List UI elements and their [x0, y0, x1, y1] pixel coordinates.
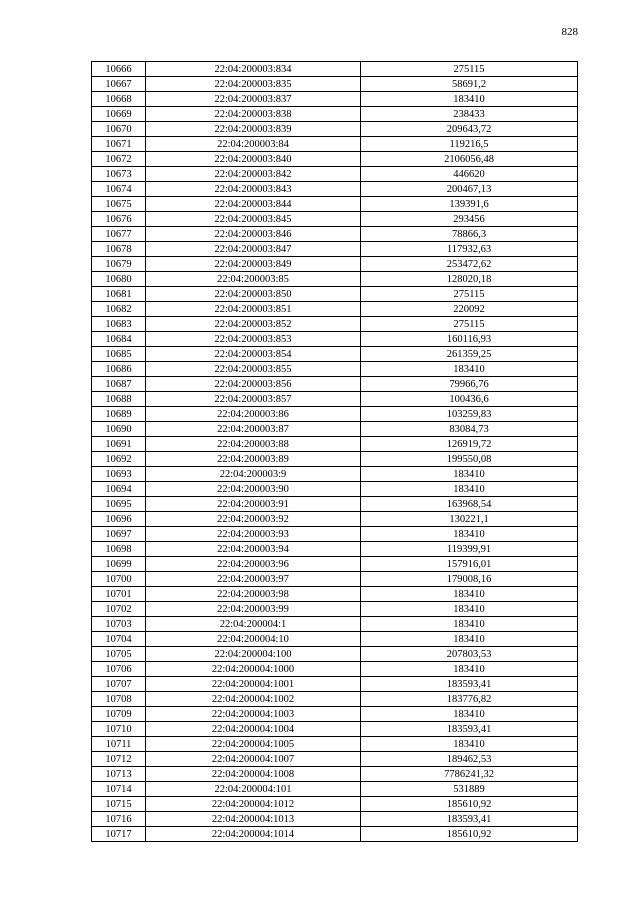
cadastral-number-cell: 22:04:200003:94 — [146, 542, 361, 557]
row-number-cell: 10687 — [92, 377, 146, 392]
row-number-cell: 10688 — [92, 392, 146, 407]
value-cell: 531889 — [361, 782, 578, 797]
cadastral-number-cell: 22:04:200003:87 — [146, 422, 361, 437]
cadastral-number-cell: 22:04:200003:88 — [146, 437, 361, 452]
row-number-cell: 10676 — [92, 212, 146, 227]
row-number-cell: 10667 — [92, 77, 146, 92]
value-cell: 183410 — [361, 482, 578, 497]
registry-table — [91, 61, 578, 842]
cadastral-number-cell: 22:04:200003:838 — [146, 107, 361, 122]
value-cell: 103259,83 — [361, 407, 578, 422]
cadastral-number-cell: 22:04:200004:1014 — [146, 827, 361, 842]
value-cell: 128020,18 — [361, 272, 578, 287]
cadastral-number-cell: 22:04:200003:849 — [146, 257, 361, 272]
table-row — [92, 152, 578, 167]
cadastral-number-cell: 22:04:200003:84 — [146, 137, 361, 152]
row-number-cell: 10673 — [92, 167, 146, 182]
row-number-cell: 10699 — [92, 557, 146, 572]
value-cell: 199550,08 — [361, 452, 578, 467]
table-row — [92, 497, 578, 512]
value-cell: 185610,92 — [361, 797, 578, 812]
row-number-cell: 10708 — [92, 692, 146, 707]
table-row — [92, 62, 578, 77]
value-cell: 183776,82 — [361, 692, 578, 707]
cadastral-number-cell: 22:04:200003:850 — [146, 287, 361, 302]
row-number-cell: 10689 — [92, 407, 146, 422]
table-row — [92, 347, 578, 362]
cadastral-number-cell: 22:04:200004:1003 — [146, 707, 361, 722]
value-cell: 119216,5 — [361, 137, 578, 152]
row-number-cell: 10697 — [92, 527, 146, 542]
table-row — [92, 122, 578, 137]
cadastral-number-cell: 22:04:200003:843 — [146, 182, 361, 197]
cadastral-number-cell: 22:04:200003:844 — [146, 197, 361, 212]
row-number-cell: 10672 — [92, 152, 146, 167]
cadastral-number-cell: 22:04:200004:101 — [146, 782, 361, 797]
table-row — [92, 137, 578, 152]
table-row — [92, 812, 578, 827]
table-row — [92, 407, 578, 422]
value-cell: 179008,16 — [361, 572, 578, 587]
table-row — [92, 467, 578, 482]
row-number-cell: 10694 — [92, 482, 146, 497]
row-number-cell: 10710 — [92, 722, 146, 737]
table-row — [92, 302, 578, 317]
value-cell: 209643,72 — [361, 122, 578, 137]
cadastral-number-cell: 22:04:200003:89 — [146, 452, 361, 467]
row-number-cell: 10692 — [92, 452, 146, 467]
cadastral-number-cell: 22:04:200003:90 — [146, 482, 361, 497]
value-cell: 100436,6 — [361, 392, 578, 407]
cadastral-number-cell: 22:04:200003:842 — [146, 167, 361, 182]
table-row — [92, 617, 578, 632]
row-number-cell: 10696 — [92, 512, 146, 527]
row-number-cell: 10671 — [92, 137, 146, 152]
value-cell: 83084,73 — [361, 422, 578, 437]
table-row — [92, 827, 578, 842]
row-number-cell: 10713 — [92, 767, 146, 782]
cadastral-number-cell: 22:04:200003:92 — [146, 512, 361, 527]
table-row — [92, 797, 578, 812]
page-number: 828 — [561, 26, 578, 38]
value-cell: 78866,3 — [361, 227, 578, 242]
table-row — [92, 647, 578, 662]
value-cell: 185610,92 — [361, 827, 578, 842]
row-number-cell: 10701 — [92, 587, 146, 602]
table-row — [92, 437, 578, 452]
cadastral-number-cell: 22:04:200004:1001 — [146, 677, 361, 692]
value-cell: 58691,2 — [361, 77, 578, 92]
value-cell: 126919,72 — [361, 437, 578, 452]
cadastral-number-cell: 22:04:200004:1005 — [146, 737, 361, 752]
cadastral-number-cell: 22:04:200003:86 — [146, 407, 361, 422]
table-row — [92, 752, 578, 767]
row-number-cell: 10711 — [92, 737, 146, 752]
cadastral-number-cell: 22:04:200003:846 — [146, 227, 361, 242]
value-cell: 183410 — [361, 92, 578, 107]
table-row — [92, 452, 578, 467]
row-number-cell: 10715 — [92, 797, 146, 812]
value-cell: 275115 — [361, 317, 578, 332]
value-cell: 183410 — [361, 662, 578, 677]
table-row — [92, 662, 578, 677]
table-row — [92, 362, 578, 377]
cadastral-number-cell: 22:04:200003:99 — [146, 602, 361, 617]
row-number-cell: 10707 — [92, 677, 146, 692]
row-number-cell: 10709 — [92, 707, 146, 722]
table-row — [92, 212, 578, 227]
value-cell: 2106056,48 — [361, 152, 578, 167]
value-cell: 183410 — [361, 632, 578, 647]
value-cell: 183410 — [361, 707, 578, 722]
row-number-cell: 10675 — [92, 197, 146, 212]
cadastral-number-cell: 22:04:200003:96 — [146, 557, 361, 572]
value-cell: 253472,62 — [361, 257, 578, 272]
value-cell: 183410 — [361, 617, 578, 632]
table-row — [92, 182, 578, 197]
value-cell: 261359,25 — [361, 347, 578, 362]
value-cell: 79966,76 — [361, 377, 578, 392]
value-cell: 200467,13 — [361, 182, 578, 197]
cadastral-number-cell: 22:04:200004:100 — [146, 647, 361, 662]
table-row — [92, 632, 578, 647]
cadastral-number-cell: 22:04:200003:835 — [146, 77, 361, 92]
value-cell: 446620 — [361, 167, 578, 182]
table-row — [92, 317, 578, 332]
value-cell: 183593,41 — [361, 677, 578, 692]
cadastral-number-cell: 22:04:200003:97 — [146, 572, 361, 587]
cadastral-number-cell: 22:04:200004:1000 — [146, 662, 361, 677]
value-cell: 238433 — [361, 107, 578, 122]
value-cell: 183410 — [361, 527, 578, 542]
table-row — [92, 557, 578, 572]
value-cell: 183410 — [361, 737, 578, 752]
cadastral-number-cell: 22:04:200004:1002 — [146, 692, 361, 707]
row-number-cell: 10712 — [92, 752, 146, 767]
table-row — [92, 167, 578, 182]
table-row — [92, 77, 578, 92]
row-number-cell: 10700 — [92, 572, 146, 587]
table-row — [92, 242, 578, 257]
value-cell: 275115 — [361, 62, 578, 77]
table-row — [92, 722, 578, 737]
cadastral-number-cell: 22:04:200003:85 — [146, 272, 361, 287]
value-cell: 220092 — [361, 302, 578, 317]
table-row — [92, 602, 578, 617]
table-row — [92, 707, 578, 722]
cadastral-number-cell: 22:04:200004:1004 — [146, 722, 361, 737]
row-number-cell: 10714 — [92, 782, 146, 797]
table-row — [92, 527, 578, 542]
row-number-cell: 10695 — [92, 497, 146, 512]
row-number-cell: 10670 — [92, 122, 146, 137]
table-row — [92, 422, 578, 437]
row-number-cell: 10684 — [92, 332, 146, 347]
row-number-cell: 10691 — [92, 437, 146, 452]
table-body — [92, 62, 578, 842]
row-number-cell: 10702 — [92, 602, 146, 617]
value-cell: 117932,63 — [361, 242, 578, 257]
row-number-cell: 10681 — [92, 287, 146, 302]
row-number-cell: 10706 — [92, 662, 146, 677]
cadastral-number-cell: 22:04:200003:9 — [146, 467, 361, 482]
row-number-cell: 10703 — [92, 617, 146, 632]
table-row — [92, 392, 578, 407]
table-row — [92, 767, 578, 782]
table-row — [92, 572, 578, 587]
value-cell: 183593,41 — [361, 812, 578, 827]
row-number-cell: 10666 — [92, 62, 146, 77]
table-row — [92, 377, 578, 392]
row-number-cell: 10685 — [92, 347, 146, 362]
cadastral-number-cell: 22:04:200003:837 — [146, 92, 361, 107]
row-number-cell: 10678 — [92, 242, 146, 257]
cadastral-number-cell: 22:04:200003:845 — [146, 212, 361, 227]
value-cell: 275115 — [361, 287, 578, 302]
cadastral-number-cell: 22:04:200003:839 — [146, 122, 361, 137]
row-number-cell: 10669 — [92, 107, 146, 122]
table-row — [92, 482, 578, 497]
value-cell: 293456 — [361, 212, 578, 227]
cadastral-number-cell: 22:04:200003:856 — [146, 377, 361, 392]
table-row — [92, 587, 578, 602]
cadastral-number-cell: 22:04:200003:853 — [146, 332, 361, 347]
value-cell: 183410 — [361, 362, 578, 377]
value-cell: 183410 — [361, 467, 578, 482]
table-row — [92, 332, 578, 347]
cadastral-number-cell: 22:04:200003:857 — [146, 392, 361, 407]
value-cell: 119399,91 — [361, 542, 578, 557]
table-row — [92, 542, 578, 557]
cadastral-number-cell: 22:04:200003:834 — [146, 62, 361, 77]
table-row — [92, 257, 578, 272]
row-number-cell: 10682 — [92, 302, 146, 317]
table-row — [92, 197, 578, 212]
value-cell: 183410 — [361, 587, 578, 602]
value-cell: 130221,1 — [361, 512, 578, 527]
cadastral-number-cell: 22:04:200004:1012 — [146, 797, 361, 812]
table-row — [92, 227, 578, 242]
table-row — [92, 107, 578, 122]
row-number-cell: 10717 — [92, 827, 146, 842]
cadastral-number-cell: 22:04:200004:1007 — [146, 752, 361, 767]
table-row — [92, 677, 578, 692]
value-cell: 207803,53 — [361, 647, 578, 662]
cadastral-number-cell: 22:04:200003:847 — [146, 242, 361, 257]
cadastral-number-cell: 22:04:200003:852 — [146, 317, 361, 332]
row-number-cell: 10680 — [92, 272, 146, 287]
cadastral-number-cell: 22:04:200004:1008 — [146, 767, 361, 782]
table-row — [92, 92, 578, 107]
value-cell: 163968,54 — [361, 497, 578, 512]
cadastral-number-cell: 22:04:200004:10 — [146, 632, 361, 647]
value-cell: 189462,53 — [361, 752, 578, 767]
row-number-cell: 10668 — [92, 92, 146, 107]
value-cell: 160116,93 — [361, 332, 578, 347]
row-number-cell: 10705 — [92, 647, 146, 662]
row-number-cell: 10686 — [92, 362, 146, 377]
value-cell: 183410 — [361, 602, 578, 617]
row-number-cell: 10698 — [92, 542, 146, 557]
row-number-cell: 10690 — [92, 422, 146, 437]
row-number-cell: 10677 — [92, 227, 146, 242]
row-number-cell: 10679 — [92, 257, 146, 272]
row-number-cell: 10674 — [92, 182, 146, 197]
cadastral-number-cell: 22:04:200003:855 — [146, 362, 361, 377]
table-row — [92, 782, 578, 797]
table-row — [92, 512, 578, 527]
cadastral-number-cell: 22:04:200003:91 — [146, 497, 361, 512]
table-row — [92, 737, 578, 752]
cadastral-number-cell: 22:04:200003:840 — [146, 152, 361, 167]
row-number-cell: 10704 — [92, 632, 146, 647]
value-cell: 139391,6 — [361, 197, 578, 212]
row-number-cell: 10693 — [92, 467, 146, 482]
cadastral-number-cell: 22:04:200004:1013 — [146, 812, 361, 827]
cadastral-number-cell: 22:04:200003:98 — [146, 587, 361, 602]
table-row — [92, 287, 578, 302]
cadastral-number-cell: 22:04:200003:851 — [146, 302, 361, 317]
value-cell: 183593,41 — [361, 722, 578, 737]
value-cell: 157916,01 — [361, 557, 578, 572]
cadastral-number-cell: 22:04:200004:1 — [146, 617, 361, 632]
value-cell: 7786241,32 — [361, 767, 578, 782]
cadastral-number-cell: 22:04:200003:93 — [146, 527, 361, 542]
row-number-cell: 10683 — [92, 317, 146, 332]
table-row — [92, 272, 578, 287]
cadastral-number-cell: 22:04:200003:854 — [146, 347, 361, 362]
row-number-cell: 10716 — [92, 812, 146, 827]
table-row — [92, 692, 578, 707]
